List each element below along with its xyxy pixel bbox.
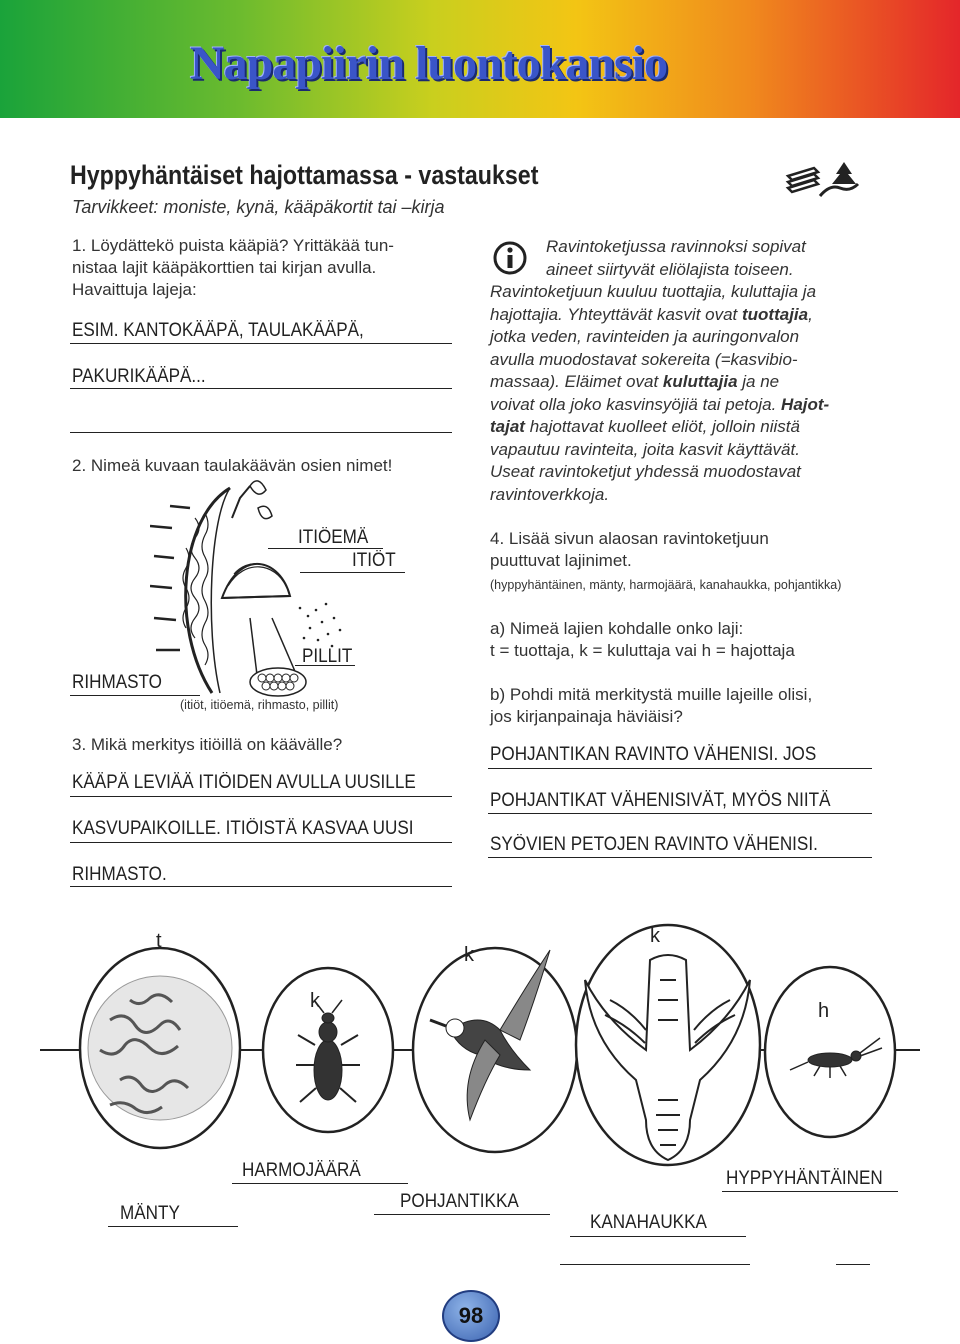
info-line: ravintoverkkoja. [490, 484, 610, 504]
answer-line [70, 886, 452, 887]
label-pillit: PILLIT [302, 646, 353, 667]
answer-line [560, 1264, 750, 1265]
answer-line [488, 768, 872, 769]
q2-hint: (itiöt, itiöemä, rihmasto, pillit) [180, 698, 339, 712]
chain-name-pohjantikka[interactable]: POHJANTIKKA [400, 1191, 519, 1212]
chain-name-harmojaara[interactable]: HARMOJÄÄRÄ [242, 1160, 361, 1181]
info-line: Ravintoketjuun kuuluu tuottajia, kuluttajia ja [490, 282, 817, 301]
chain-letter-harmojaara[interactable]: k [310, 990, 320, 1012]
q4-b-2: jos kirjanpainaja häviäisi? [490, 707, 683, 726]
q4-hint: (hyppyhäntäinen, mänty, harmojäärä, kanahaukka, pohjantikka) [490, 578, 842, 592]
food-chain-diagram [30, 920, 930, 1190]
q1-answer-1[interactable]: ESIM. KANTOKÄÄPÄ, TAULAKÄÄPÄ, [72, 320, 364, 341]
answer-line [374, 1214, 550, 1215]
info-line: voivat olla joko kasvinsyöjiä tai petoja. Hajot- [490, 394, 830, 414]
q4-answer-1[interactable]: POHJANTIKAN RAVINTO VÄHENISI. JOS [490, 744, 817, 765]
info-line: aineet siirtyvät eliölajista toiseen. [546, 259, 794, 279]
page-number: 98 [442, 1290, 500, 1342]
info-line: hajottajia. Yhteyttävät kasvit ovat tuottajia, [490, 304, 813, 324]
q4-answer-3[interactable]: SYÖVIEN PETOJEN RAVINTO VÄHENISI. [490, 834, 818, 855]
q3-answer-3[interactable]: RIHMASTO. [72, 864, 167, 885]
leader-line [300, 572, 405, 573]
q4-a-2: t = tuottaja, k = kuluttaja vai h = hajottaja [490, 641, 795, 660]
chain-name-kanahaukka[interactable]: KANAHAUKKA [590, 1212, 707, 1233]
q1-text-3: Havaittuja lajeja: [72, 280, 197, 299]
q2-text: 2. Nimeä kuvaan taulakäävän osien nimet! [72, 456, 393, 475]
chain-letter-manty[interactable]: t [156, 930, 162, 952]
label-rihmasto: RIHMASTO [72, 672, 162, 693]
answer-line [108, 1226, 238, 1227]
q1-text-2: nistaa lajit kääpäkorttien tai kirjan avulla. [72, 258, 377, 277]
q4-text-2: puuttuvat lajinimet. [490, 551, 632, 570]
chain-letter-hyppyhantainen[interactable]: h [818, 1000, 830, 1022]
info-line: massaa). Eläimet ovat kuluttajia ja ne [490, 372, 780, 391]
answer-line [70, 842, 452, 843]
info-line: tajat hajottavat kuolleet eliöt, jolloin niistä [490, 417, 800, 436]
chain-name-hyppyhantainen[interactable]: HYPPYHÄNTÄINEN [726, 1168, 883, 1189]
info-box [490, 236, 870, 506]
answer-line [722, 1191, 898, 1192]
leader-line [70, 695, 200, 696]
worksheet-title: Hyppyhäntäiset hajottamassa - vastaukset [70, 160, 539, 190]
q4-text-1: 4. Lisää sivun alaosan ravintoketjuun [490, 529, 769, 548]
answer-line [488, 813, 872, 814]
q4-a-1: a) Nimeä lajien kohdalle onko laji: [490, 619, 744, 638]
chain-letter-pohjantikka[interactable]: k [464, 944, 474, 966]
info-line: vapautuu ravinteita, joita kasvit käyttävät. [490, 439, 800, 459]
q3-text: 3. Mikä merkitys itiöillä on käävälle? [72, 735, 343, 754]
books-tree-icon [784, 158, 864, 202]
q1-answer-2[interactable]: PAKURIKÄÄPÄ... [72, 366, 206, 387]
supplies-text: Tarvikkeet: moniste, kynä, kääpäkortit tai –kirja [72, 197, 445, 217]
q1-text-1: 1. Löydättekö puista kääpiä? Yrittäkää tun- [72, 236, 394, 255]
answer-line [836, 1264, 870, 1265]
chain-letter-kanahaukka[interactable]: k [650, 925, 660, 947]
answer-line [488, 857, 872, 858]
label-itioema: ITIÖEMÄ [298, 527, 369, 548]
answer-line [570, 1236, 746, 1237]
q3-answer-2[interactable]: KASVUPAIKOILLE. ITIÖISTÄ KASVAA UUSI [72, 818, 414, 839]
q4-answer-2[interactable]: POHJANTIKAT VÄHENISIVÄT, MYÖS NIITÄ [490, 790, 831, 811]
info-line: Ravintoketjussa ravinnoksi sopivat [546, 237, 806, 256]
info-line: jotka veden, ravinteiden ja auringonvalon [490, 327, 800, 346]
q3-answer-1[interactable]: KÄÄPÄ LEVIÄÄ ITIÖIDEN AVULLA UUSILLE [72, 772, 416, 793]
page-title: Napapiirin luontokansio [190, 37, 668, 90]
label-itiot: ITIÖT [352, 550, 396, 571]
answer-line [70, 432, 452, 433]
answer-line [232, 1183, 408, 1184]
answer-line [70, 343, 452, 344]
info-line: Useat ravintoketjut yhdessä muodostavat [490, 462, 801, 481]
q4-b-1: b) Pohdi mitä merkitystä muille lajeille olisi, [490, 685, 813, 704]
info-line: avulla muodostavat sokereita (=kasvibio- [490, 349, 798, 369]
answer-line [70, 388, 452, 389]
bracket-fungus-illustration [150, 478, 360, 708]
answer-line [70, 796, 452, 797]
chain-name-manty[interactable]: MÄNTY [120, 1203, 180, 1224]
